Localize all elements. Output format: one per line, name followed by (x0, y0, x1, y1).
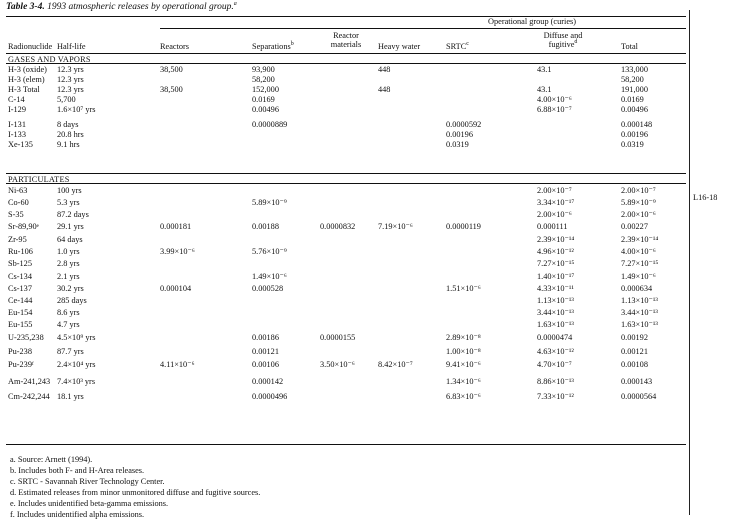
cell-srtc: 0.0000119 (446, 222, 481, 231)
cell-total: 2.00×10⁻⁶ (621, 210, 656, 219)
cell-diffuse: 4.63×10⁻¹² (537, 347, 574, 356)
footnote: d. Estimated releases from minor unmonitored diffuse and fugitive sources. (10, 488, 261, 497)
cell-reactors: 38,500 (160, 85, 183, 94)
footnote: f. Includes unidentified alpha emissions. (10, 510, 145, 519)
cell-separations: 0.000528 (252, 284, 284, 293)
cell-heavy_water: 7.19×10⁻⁶ (378, 222, 413, 231)
cell-halflife: 4.5×10⁹ yrs (57, 333, 96, 342)
cell-total: 0.0169 (621, 95, 644, 104)
cell-srtc: 0.0000592 (446, 120, 482, 129)
cell-diffuse: 3.34×10⁻¹⁷ (537, 198, 575, 207)
cell-halflife: 2.4×10⁴ yrs (57, 360, 96, 369)
top-rule (6, 16, 686, 17)
column-header-label: Heavy water (378, 42, 421, 51)
cell-nuclide: Ni-63 (8, 186, 28, 195)
column-header-label: SRTC (446, 42, 467, 51)
cell-halflife: 87.2 days (57, 210, 89, 219)
cell-halflife: 2.8 yrs (57, 259, 80, 268)
cell-reactor_materials: 3.50×10⁻⁶ (320, 360, 355, 369)
cell-diffuse: 6.88×10⁻⁷ (537, 105, 572, 114)
footnote: b. Includes both F- and H-Area releases. (10, 466, 145, 475)
cell-nuclide: Cm-242,244 (8, 392, 50, 401)
cell-separations: 0.000142 (252, 377, 284, 386)
cell-diffuse: 2.00×10⁻⁶ (537, 210, 572, 219)
margin-note: L16-18 (693, 193, 718, 202)
cell-total: 1.13×10⁻¹³ (621, 296, 658, 305)
cell-nuclide: Co-60 (8, 198, 29, 207)
column-header-footnote-mark: b (290, 41, 294, 48)
section-rule (6, 173, 686, 174)
section-rule (6, 183, 686, 184)
cell-nuclide: Pu-239ᶠ (8, 360, 34, 369)
cell-halflife: 285 days (57, 296, 87, 305)
cell-nuclide: Eu-155 (8, 320, 33, 329)
cell-reactors: 0.000104 (160, 284, 192, 293)
cell-separations: 0.0000496 (252, 392, 288, 401)
cell-diffuse: 0.000111 (537, 222, 568, 231)
cell-nuclide: Sr-89,90ᵉ (8, 222, 39, 231)
cell-total: 2.39×10⁻¹⁴ (621, 235, 659, 244)
cell-halflife: 1.6×10⁷ yrs (57, 105, 96, 114)
table-number: Table 3-4. (6, 2, 45, 12)
cell-halflife: 64 days (57, 235, 83, 244)
cell-nuclide: Cs-137 (8, 284, 32, 293)
cell-nuclide: Sb-125 (8, 259, 32, 268)
cell-separations: 5.76×10⁻⁹ (252, 247, 287, 256)
cell-separations: 152,000 (252, 85, 279, 94)
cell-heavy_water: 8.42×10⁻⁷ (378, 360, 413, 369)
cell-heavy_water: 448 (378, 85, 391, 94)
cell-separations: 0.00121 (252, 347, 279, 356)
cell-total: 0.00227 (621, 222, 648, 231)
column-header-heavy_water (378, 42, 420, 52)
column-header-srtc (446, 42, 469, 52)
cell-srtc: 0.0319 (446, 140, 469, 149)
cell-nuclide: Cs-134 (8, 272, 32, 281)
cell-halflife: 18.1 yrs (57, 392, 84, 401)
cell-srtc: 6.83×10⁻⁶ (446, 392, 481, 401)
cell-reactors: 0.000181 (160, 222, 192, 231)
cell-heavy_water: 448 (378, 65, 391, 74)
cell-separations: 0.00188 (252, 222, 279, 231)
column-header-footnote-mark: c (466, 41, 469, 48)
cell-nuclide: Pu-238 (8, 347, 32, 356)
cell-nuclide: Eu-154 (8, 308, 33, 317)
cell-srtc: 0.00196 (446, 130, 473, 139)
cell-diffuse: 43.1 (537, 85, 552, 94)
cell-nuclide: Zr-95 (8, 235, 27, 244)
group-header: Operational group (curies) (488, 17, 577, 26)
group-rule (160, 28, 686, 29)
cell-diffuse: 3.44×10⁻¹³ (537, 308, 574, 317)
cell-reactor_materials: 0.0000832 (320, 222, 356, 231)
cell-separations: 93,900 (252, 65, 275, 74)
table-caption: 1993 atmospheric releases by operational group. (47, 2, 234, 12)
cell-nuclide: I-131 (8, 120, 26, 129)
cell-reactors: 4.11×10⁻⁶ (160, 360, 195, 369)
cell-srtc: 1.00×10⁻⁸ (446, 347, 481, 356)
cell-total: 133,000 (621, 65, 648, 74)
cell-total: 0.00121 (621, 347, 648, 356)
column-header-label: Radionuclide (8, 42, 53, 51)
cell-halflife: 2.1 yrs (57, 272, 80, 281)
table-bottom-rule (6, 444, 686, 445)
footnote: c. SRTC - Savannah River Technology Center. (10, 477, 165, 486)
cell-halflife: 12.3 yrs (57, 75, 84, 84)
table-title (6, 2, 237, 12)
cell-total: 0.00196 (621, 130, 648, 139)
cell-nuclide: Xe-135 (8, 140, 33, 149)
column-header-reactor_materials (320, 31, 372, 49)
cell-diffuse: 4.33×10⁻¹¹ (537, 284, 574, 293)
cell-halflife: 30.2 yrs (57, 284, 84, 293)
cell-reactors: 3.99×10⁻⁶ (160, 247, 195, 256)
cell-halflife: 4.7 yrs (57, 320, 80, 329)
cell-separations: 0.0000889 (252, 120, 288, 129)
column-header-reactors (160, 42, 189, 52)
column-header-label: Reactor materials (330, 31, 362, 49)
cell-srtc: 1.51×10⁻⁶ (446, 284, 481, 293)
cell-halflife: 7.4×10³ yrs (57, 377, 96, 386)
cell-diffuse: 4.00×10⁻⁶ (537, 95, 572, 104)
cell-nuclide: U-235,238 (8, 333, 44, 342)
cell-diffuse: 4.70×10⁻⁷ (537, 360, 572, 369)
cell-nuclide: I-129 (8, 105, 26, 114)
cell-diffuse: 0.0000474 (537, 333, 573, 342)
cell-diffuse: 2.00×10⁻⁷ (537, 186, 572, 195)
cell-total: 2.00×10⁻⁷ (621, 186, 656, 195)
column-header-total (621, 42, 638, 52)
cell-nuclide: Am-241,243 (8, 377, 51, 386)
cell-nuclide: S-35 (8, 210, 24, 219)
cell-total: 0.0319 (621, 140, 644, 149)
cell-diffuse: 1.40×10⁻¹⁷ (537, 272, 575, 281)
column-header-label: Diffuse and fugitive (543, 31, 583, 49)
cell-nuclide: H-3 (oxide) (8, 65, 47, 74)
cell-diffuse: 7.27×10⁻¹⁵ (537, 259, 575, 268)
cell-total: 0.00192 (621, 333, 648, 342)
cell-halflife: 8.6 yrs (57, 308, 80, 317)
title-footnote-mark: a (233, 0, 237, 7)
column-header-label: Reactors (160, 42, 190, 51)
cell-separations: 1.49×10⁻⁶ (252, 272, 287, 281)
cell-diffuse: 1.63×10⁻¹³ (537, 320, 574, 329)
cell-total: 0.000634 (621, 284, 653, 293)
cell-diffuse: 43.1 (537, 65, 552, 74)
cell-nuclide: I-133 (8, 130, 26, 139)
cell-total: 0.00108 (621, 360, 648, 369)
cell-reactor_materials: 0.0000155 (320, 333, 356, 342)
cell-halflife: 5.3 yrs (57, 198, 80, 207)
cell-separations: 0.00496 (252, 105, 279, 114)
cell-total: 58,200 (621, 75, 644, 84)
cell-total: 1.63×10⁻¹³ (621, 320, 658, 329)
cell-diffuse: 4.96×10⁻¹² (537, 247, 574, 256)
cell-diffuse: 8.86×10⁻¹³ (537, 377, 574, 386)
cell-total: 7.27×10⁻¹⁵ (621, 259, 659, 268)
cell-nuclide: H-3 Total (8, 85, 40, 94)
section-rule (6, 63, 686, 64)
cell-srtc: 1.34×10⁻⁶ (446, 377, 481, 386)
cell-srtc: 9.41×10⁻⁶ (446, 360, 481, 369)
column-header-footnote-mark: d (574, 39, 578, 46)
cell-separations: 5.89×10⁻⁹ (252, 198, 287, 207)
cell-nuclide: C-14 (8, 95, 25, 104)
section-heading: GASES AND VAPORS (8, 55, 91, 64)
cell-halflife: 5,700 (57, 95, 76, 104)
cell-total: 4.00×10⁻⁶ (621, 247, 656, 256)
cell-nuclide: Ce-144 (8, 296, 33, 305)
cell-total: 0.000148 (621, 120, 653, 129)
footnote: e. Includes unidentified beta-gamma emissions. (10, 499, 169, 508)
cell-diffuse: 1.13×10⁻¹³ (537, 296, 574, 305)
cell-diffuse: 2.39×10⁻¹⁴ (537, 235, 575, 244)
cell-halflife: 8 days (57, 120, 79, 129)
cell-halflife: 87.7 yrs (57, 347, 84, 356)
cell-halflife: 12.3 yrs (57, 85, 84, 94)
cell-reactors: 38,500 (160, 65, 183, 74)
column-header-label: Separations (252, 42, 291, 51)
column-header-label: Total (621, 42, 638, 51)
cell-separations: 58,200 (252, 75, 275, 84)
cell-total: 0.000143 (621, 377, 653, 386)
cell-separations: 0.00186 (252, 333, 279, 342)
section-heading: PARTICULATES (8, 175, 70, 184)
cell-halflife: 12.3 yrs (57, 65, 84, 74)
column-header-label: Half-life (57, 42, 86, 51)
cell-halflife: 20.8 hrs (57, 130, 84, 139)
footnote: a. Source: Arnett (1994). (10, 455, 93, 464)
column-header-radionuclide (8, 42, 52, 52)
cell-halflife: 29.1 yrs (57, 222, 84, 231)
right-border (689, 10, 690, 515)
header-bottom-rule (6, 53, 686, 54)
cell-total: 5.89×10⁻⁹ (621, 198, 656, 207)
column-header-separations (252, 42, 294, 52)
cell-nuclide: Ru-106 (8, 247, 33, 256)
cell-total: 0.0000564 (621, 392, 657, 401)
cell-halflife: 9.1 hrs (57, 140, 80, 149)
cell-total: 1.49×10⁻⁶ (621, 272, 656, 281)
cell-total: 0.00496 (621, 105, 648, 114)
cell-total: 191,000 (621, 85, 648, 94)
cell-nuclide: H-3 (elem) (8, 75, 45, 84)
cell-total: 3.44×10⁻¹³ (621, 308, 658, 317)
cell-separations: 0.0169 (252, 95, 275, 104)
cell-halflife: 100 yrs (57, 186, 82, 195)
column-header-diffuse (537, 31, 589, 49)
cell-diffuse: 7.33×10⁻¹² (537, 392, 574, 401)
cell-srtc: 2.89×10⁻⁸ (446, 333, 481, 342)
column-header-halflife (57, 42, 86, 52)
cell-halflife: 1.0 yrs (57, 247, 80, 256)
cell-separations: 0.00106 (252, 360, 279, 369)
